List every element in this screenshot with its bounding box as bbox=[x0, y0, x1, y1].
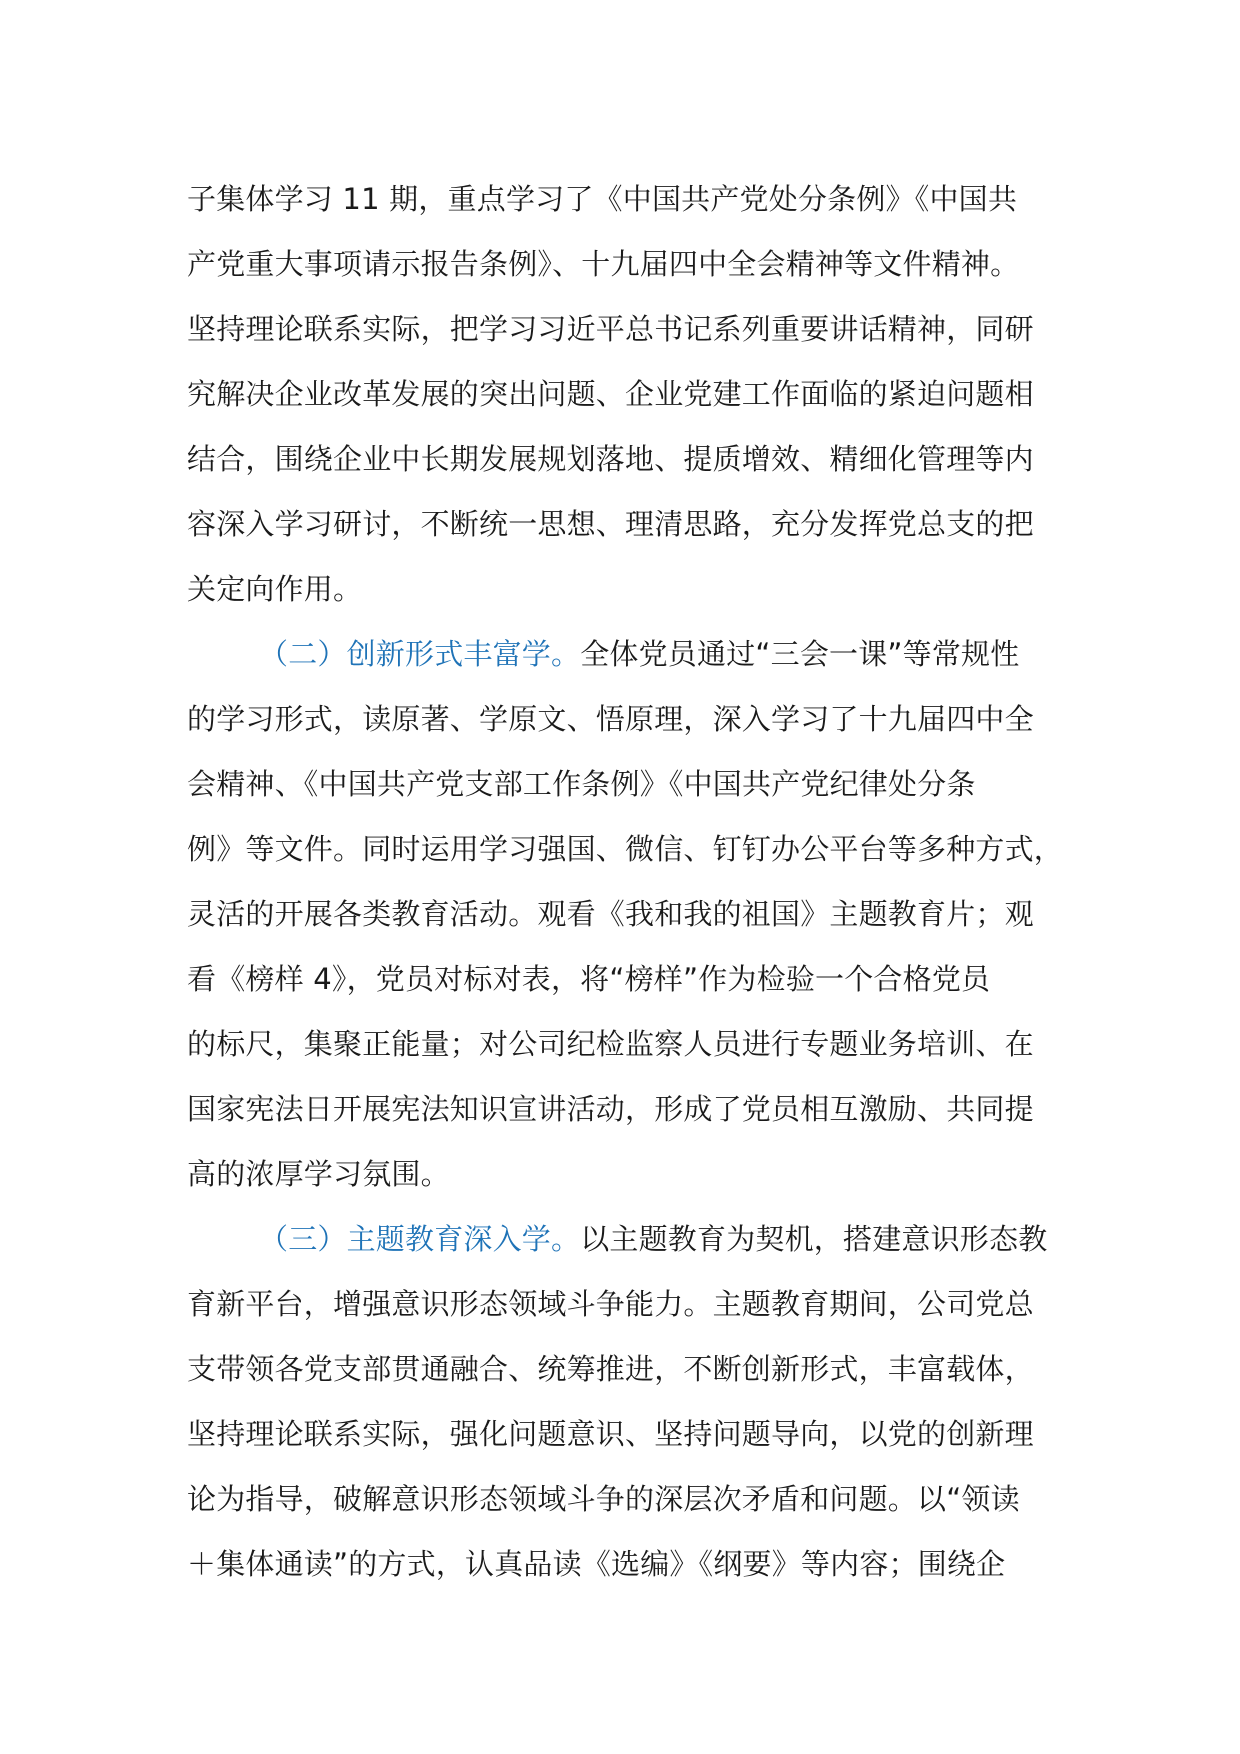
text-line bbox=[187, 1077, 1077, 1142]
text-line bbox=[187, 687, 1077, 752]
line-text: 支带领各党支部贯通融合、统筹推进，不断创新形式，丰富载体， bbox=[187, 1352, 1034, 1386]
section-heading-2: （二）创新形式丰富学。 bbox=[259, 637, 581, 671]
text-line bbox=[187, 752, 1077, 817]
text-line bbox=[187, 427, 1077, 492]
line-text: 灵活的开展各类教育活动。观看《我和我的祖国》主题教育片；观 bbox=[187, 897, 1034, 931]
line-text: 会精神、《中国共产党支部工作条例》《中国共产党纪律处分条 bbox=[187, 767, 976, 801]
line-text: 全体党员通过“三会一课”等常规性 bbox=[580, 637, 1020, 671]
text-line bbox=[187, 1012, 1077, 1077]
text-line bbox=[187, 1272, 1077, 1337]
text-line bbox=[187, 492, 1077, 557]
section-heading-line bbox=[187, 1207, 1077, 1272]
line-text: 容深入学习研讨，不断统一思想、理清思路，充分发挥党总支的把 bbox=[187, 507, 1034, 541]
line-text: 产党重大事项请示报告条例》、十九届四中全会精神等文件精神。 bbox=[187, 247, 1020, 281]
line-text: 究解决企业改革发展的突出问题、企业党建工作面临的紧迫问题相 bbox=[187, 377, 1034, 411]
section-heading-line bbox=[187, 622, 1077, 687]
text-line bbox=[187, 882, 1077, 947]
text-line bbox=[187, 297, 1077, 362]
text-line bbox=[187, 167, 1077, 232]
line-text: 的学习形式，读原著、学原文、悟原理，深入学习了十九届四中全 bbox=[187, 702, 1034, 736]
line-text: 坚持理论联系实际，强化问题意识、坚持问题导向，以党的创新理 bbox=[187, 1417, 1034, 1451]
text-line bbox=[187, 1402, 1077, 1467]
text-line bbox=[187, 817, 1077, 882]
text-line bbox=[187, 557, 1077, 622]
text-line bbox=[187, 1142, 1077, 1207]
line-text: 坚持理论联系实际，把学习习近平总书记系列重要讲话精神，同研 bbox=[187, 312, 1034, 346]
line-text: 关定向作用。 bbox=[187, 572, 363, 606]
line-text: ＋集体通读”的方式，认真品读《选编》《纲要》等内容；围绕企 bbox=[187, 1547, 1006, 1581]
text-line bbox=[187, 1337, 1077, 1402]
line-text: 结合，围绕企业中长期发展规划落地、提质增效、精细化管理等内 bbox=[187, 442, 1034, 476]
line-text: 子集体学习 11 期，重点学习了《中国共产党处分条例》《中国共 bbox=[187, 182, 1018, 216]
body-text bbox=[187, 167, 1077, 1597]
text-line bbox=[187, 947, 1077, 1012]
line-text: 育新平台，增强意识形态领域斗争能力。主题教育期间，公司党总 bbox=[187, 1287, 1034, 1321]
text-line bbox=[187, 362, 1077, 427]
line-text: 看《榜样 4》，党员对标对表，将“榜样”作为检验一个合格党员 bbox=[187, 962, 991, 996]
line-text: 国家宪法日开展宪法知识宣讲活动，形成了党员相互激励、共同提 bbox=[187, 1092, 1034, 1126]
section-heading-3: （三）主题教育深入学。 bbox=[259, 1222, 581, 1256]
line-text: 高的浓厚学习氛围。 bbox=[187, 1157, 450, 1191]
text-line bbox=[187, 1467, 1077, 1532]
line-text: 论为指导，破解意识形态领域斗争的深层次矛盾和问题。以“领读 bbox=[187, 1482, 1020, 1516]
line-text: 的标尺，集聚正能量；对公司纪检监察人员进行专题业务培训、在 bbox=[187, 1027, 1034, 1061]
text-line bbox=[187, 1532, 1077, 1597]
line-text: 例》等文件。同时运用学习强国、微信、钉钉办公平台等多种方式， bbox=[187, 832, 1064, 866]
line-text: 以主题教育为契机，搭建意识形态教 bbox=[580, 1222, 1048, 1256]
text-line bbox=[187, 232, 1077, 297]
